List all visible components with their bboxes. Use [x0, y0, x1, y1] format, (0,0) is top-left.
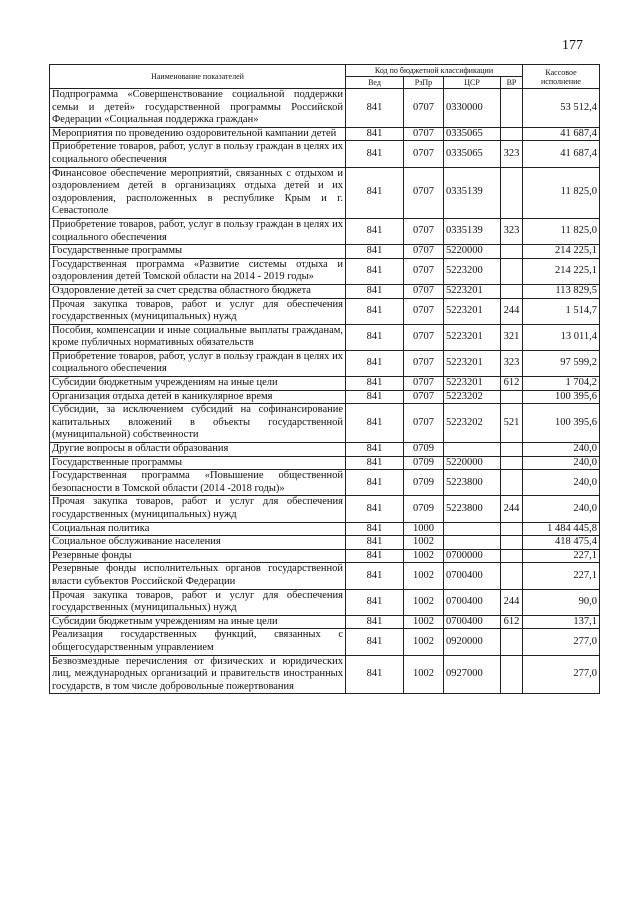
row-rzpr: 1002: [404, 655, 444, 694]
row-name: Субсидии бюджетным учреждениям на иные цели: [50, 377, 346, 391]
row-vr: 244: [501, 589, 523, 615]
row-csr: 0700400: [444, 563, 501, 589]
row-vr: [501, 89, 523, 128]
table-header: [50, 65, 600, 89]
row-csr: 0920000: [444, 629, 501, 655]
row-amount: 100 395,6: [523, 390, 600, 404]
row-csr: 5223200: [444, 258, 501, 284]
row-name: Приобретение товаров, работ, услуг в пользу граждан в целях их социального обеспечения: [50, 141, 346, 167]
row-amount: 13 011,4: [523, 324, 600, 350]
row-rzpr: 0709: [404, 470, 444, 496]
row-name: Подпрограмма «Совершенствование социальной поддержки семьи и детей» государственной программы Российской Федерации «Социальная поддержка граждан»: [50, 89, 346, 128]
row-rzpr: 1002: [404, 536, 444, 550]
row-amount: 240,0: [523, 443, 600, 457]
row-ved: 841: [346, 536, 404, 550]
row-ved: 841: [346, 218, 404, 244]
row-name: Государственные программы: [50, 456, 346, 470]
header-ved: Вед: [346, 77, 404, 89]
row-csr: 0335065: [444, 127, 501, 141]
row-vr: 612: [501, 377, 523, 391]
row-name: Государственная программа «Развитие системы отдыха и оздоровления детей Томской области на 2014 - 2019 годы»: [50, 258, 346, 284]
row-name: Субсидии бюджетным учреждениям на иные цели: [50, 615, 346, 629]
row-rzpr: 0707: [404, 127, 444, 141]
row-name: Государственная программа «Повышение общественной безопасности в Томской области (2014 -2018 годы)»: [50, 470, 346, 496]
table-row: [50, 89, 600, 128]
row-ved: 841: [346, 629, 404, 655]
table-row: [50, 563, 600, 589]
row-rzpr: 1002: [404, 615, 444, 629]
table-body: [50, 89, 600, 694]
row-amount: 100 395,6: [523, 404, 600, 443]
table-row: [50, 456, 600, 470]
row-ved: 841: [346, 549, 404, 563]
table-row: [50, 615, 600, 629]
row-ved: 841: [346, 258, 404, 284]
row-ved: 841: [346, 563, 404, 589]
row-csr: 0700400: [444, 589, 501, 615]
row-name: Организация отдыха детей в каникулярное время: [50, 390, 346, 404]
row-amount: 418 475,4: [523, 536, 600, 550]
row-ved: 841: [346, 470, 404, 496]
table-row: [50, 629, 600, 655]
row-amount: 227,1: [523, 563, 600, 589]
row-csr: 0700000: [444, 549, 501, 563]
row-name: Оздоровление детей за счет средства областного бюджета: [50, 284, 346, 298]
row-csr: 0335139: [444, 218, 501, 244]
row-csr: 5223201: [444, 350, 501, 376]
row-name: Приобретение товаров, работ, услуг в пользу граждан в целях их социального обеспечения: [50, 218, 346, 244]
row-vr: [501, 127, 523, 141]
row-csr: 5220000: [444, 245, 501, 259]
row-ved: 841: [346, 350, 404, 376]
row-name: Прочая закупка товаров, работ и услуг для обеспечения государственных (муниципальных) нужд: [50, 298, 346, 324]
table-row: [50, 141, 600, 167]
table-row: [50, 245, 600, 259]
row-csr: [444, 536, 501, 550]
row-csr: 0927000: [444, 655, 501, 694]
row-ved: 841: [346, 589, 404, 615]
row-amount: 11 825,0: [523, 167, 600, 218]
row-vr: 323: [501, 218, 523, 244]
row-ved: 841: [346, 167, 404, 218]
row-name: Прочая закупка товаров, работ и услуг для обеспечения государственных (муниципальных) нужд: [50, 496, 346, 522]
row-rzpr: 1002: [404, 629, 444, 655]
row-amount: 240,0: [523, 470, 600, 496]
row-amount: 90,0: [523, 589, 600, 615]
row-ved: 841: [346, 443, 404, 457]
table-row: [50, 655, 600, 694]
row-name: Резервные фонды: [50, 549, 346, 563]
row-rzpr: 1002: [404, 563, 444, 589]
table-row: [50, 258, 600, 284]
row-csr: 0330000: [444, 89, 501, 128]
row-vr: [501, 536, 523, 550]
row-vr: [501, 245, 523, 259]
row-amount: 240,0: [523, 496, 600, 522]
row-csr: 5223201: [444, 284, 501, 298]
row-ved: 841: [346, 141, 404, 167]
row-ved: 841: [346, 496, 404, 522]
row-rzpr: 1002: [404, 549, 444, 563]
row-ved: 841: [346, 522, 404, 536]
budget-table: [49, 64, 600, 694]
table-row: [50, 167, 600, 218]
row-amount: 113 829,5: [523, 284, 600, 298]
row-vr: [501, 390, 523, 404]
row-ved: 841: [346, 324, 404, 350]
row-csr: 5223201: [444, 298, 501, 324]
row-name: Субсидии, за исключением субсидий на софинансирование капитальных вложений в объекты государственной (муниципальной) собственности: [50, 404, 346, 443]
row-vr: 612: [501, 615, 523, 629]
row-csr: 5223201: [444, 324, 501, 350]
row-vr: [501, 258, 523, 284]
row-rzpr: 0707: [404, 350, 444, 376]
row-rzpr: 1002: [404, 589, 444, 615]
row-amount: 53 512,4: [523, 89, 600, 128]
header-code-group: Код по бюджетной классификации: [346, 65, 523, 77]
row-csr: 5223202: [444, 390, 501, 404]
row-amount: 277,0: [523, 629, 600, 655]
table-row: [50, 522, 600, 536]
row-ved: 841: [346, 89, 404, 128]
row-name: Государственные программы: [50, 245, 346, 259]
row-amount: 11 825,0: [523, 218, 600, 244]
row-rzpr: 1000: [404, 522, 444, 536]
row-name: Мероприятия по проведению оздоровительной кампании детей: [50, 127, 346, 141]
row-ved: 841: [346, 284, 404, 298]
header-csr: ЦСР: [444, 77, 501, 89]
row-vr: [501, 167, 523, 218]
row-amount: 214 225,1: [523, 258, 600, 284]
table-row: [50, 324, 600, 350]
row-csr: [444, 522, 501, 536]
row-rzpr: 0707: [404, 89, 444, 128]
row-name: Безвозмездные перечисления от физических и юридических лиц, международных организаций и правительств иностранных государств, в том числе добровольные пожертвования: [50, 655, 346, 694]
header-name: Наименование показателей: [50, 65, 346, 89]
row-vr: 323: [501, 141, 523, 167]
table-row: [50, 589, 600, 615]
table-row: [50, 470, 600, 496]
header-vr: ВР: [501, 77, 523, 89]
row-amount: 41 687,4: [523, 141, 600, 167]
row-ved: 841: [346, 390, 404, 404]
row-ved: 841: [346, 298, 404, 324]
header-rzpr: РзПр: [404, 77, 444, 89]
row-amount: 277,0: [523, 655, 600, 694]
row-csr: 5223202: [444, 404, 501, 443]
row-amount: 137,1: [523, 615, 600, 629]
row-ved: 841: [346, 377, 404, 391]
row-vr: [501, 456, 523, 470]
row-amount: 97 599,2: [523, 350, 600, 376]
table-row: [50, 549, 600, 563]
row-csr: 0335065: [444, 141, 501, 167]
row-rzpr: 0707: [404, 390, 444, 404]
row-ved: 841: [346, 655, 404, 694]
row-name: Прочая закупка товаров, работ и услуг для обеспечения государственных (муниципальных) нужд: [50, 589, 346, 615]
table-row: [50, 496, 600, 522]
table-row: [50, 404, 600, 443]
row-csr: 5223800: [444, 496, 501, 522]
row-rzpr: 0707: [404, 404, 444, 443]
table-row: [50, 350, 600, 376]
row-amount: 1 704,2: [523, 377, 600, 391]
row-vr: 521: [501, 404, 523, 443]
row-ved: 841: [346, 127, 404, 141]
row-rzpr: 0707: [404, 167, 444, 218]
row-ved: 841: [346, 456, 404, 470]
row-name: Финансовое обеспечение мероприятий, связанных с отдыхом и оздоровлением детей в организациях отдыха детей и их оздоровления, расположенных в республике Крым и г. Севастополе: [50, 167, 346, 218]
row-ved: 841: [346, 615, 404, 629]
row-rzpr: 0707: [404, 245, 444, 259]
row-amount: 227,1: [523, 549, 600, 563]
row-name: Социальное обслуживание населения: [50, 536, 346, 550]
row-vr: [501, 522, 523, 536]
row-vr: [501, 284, 523, 298]
row-vr: [501, 629, 523, 655]
row-vr: 244: [501, 496, 523, 522]
row-rzpr: 0709: [404, 443, 444, 457]
table-row: [50, 536, 600, 550]
row-csr: 0335139: [444, 167, 501, 218]
row-ved: 841: [346, 245, 404, 259]
table-row: [50, 284, 600, 298]
row-name: Приобретение товаров, работ, услуг в пользу граждан в целях их социального обеспечения: [50, 350, 346, 376]
row-vr: [501, 563, 523, 589]
row-csr: [444, 443, 501, 457]
row-vr: 244: [501, 298, 523, 324]
row-ved: 841: [346, 404, 404, 443]
table-row: [50, 218, 600, 244]
row-rzpr: 0709: [404, 456, 444, 470]
row-csr: 5223201: [444, 377, 501, 391]
row-rzpr: 0707: [404, 258, 444, 284]
row-vr: [501, 655, 523, 694]
row-name: Другие вопросы в области образования: [50, 443, 346, 457]
table-row: [50, 443, 600, 457]
row-vr: [501, 549, 523, 563]
row-csr: 5220000: [444, 456, 501, 470]
row-rzpr: 0707: [404, 377, 444, 391]
row-rzpr: 0707: [404, 284, 444, 298]
row-rzpr: 0707: [404, 298, 444, 324]
row-amount: 240,0: [523, 456, 600, 470]
row-csr: 0700400: [444, 615, 501, 629]
row-name: Резервные фонды исполнительных органов государственной власти субъектов Российской Федерации: [50, 563, 346, 589]
row-rzpr: 0709: [404, 496, 444, 522]
row-name: Реализация государственных функций, связанных с общегосударственным управлением: [50, 629, 346, 655]
row-rzpr: 0707: [404, 218, 444, 244]
row-csr: 5223800: [444, 470, 501, 496]
row-name: Социальная политика: [50, 522, 346, 536]
page-number: 177: [562, 38, 583, 53]
table-row: [50, 377, 600, 391]
row-vr: [501, 443, 523, 457]
row-vr: 321: [501, 324, 523, 350]
row-amount: 1 514,7: [523, 298, 600, 324]
table-row: [50, 127, 600, 141]
row-amount: 1 484 445,8: [523, 522, 600, 536]
row-rzpr: 0707: [404, 141, 444, 167]
row-vr: 323: [501, 350, 523, 376]
row-amount: 41 687,4: [523, 127, 600, 141]
table-row: [50, 390, 600, 404]
row-rzpr: 0707: [404, 324, 444, 350]
table-row: [50, 298, 600, 324]
row-amount: 214 225,1: [523, 245, 600, 259]
header-amount: Кассовое исполнение: [523, 65, 600, 89]
row-name: Пособия, компенсации и иные социальные выплаты гражданам, кроме публичных нормативных обязательств: [50, 324, 346, 350]
row-vr: [501, 470, 523, 496]
